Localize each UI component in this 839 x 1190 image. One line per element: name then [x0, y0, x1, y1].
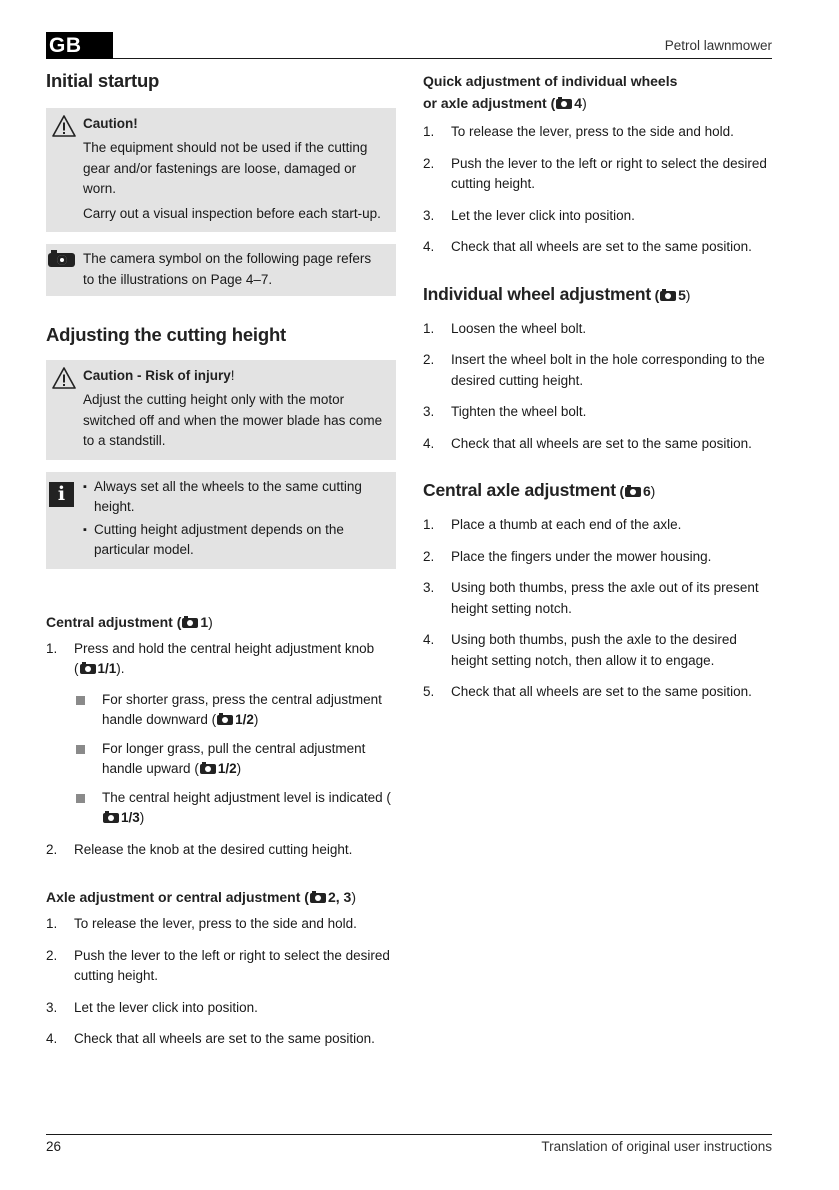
camera-icon	[103, 813, 119, 823]
central-adjustment-steps	[46, 639, 396, 861]
individual-wheel-heading: Individual wheel adjustment ( 5)	[423, 283, 691, 304]
list-item: 3. Let the lever click into position.	[423, 207, 635, 223]
camera-icon	[182, 618, 198, 628]
caution-box	[46, 108, 396, 232]
list-item: 4. Check that all wheels are set to the same position.	[423, 435, 752, 451]
caution-title: Caution!	[83, 116, 138, 131]
right-column	[423, 70, 775, 714]
list-item: 2. Push the lever to the left or right to select the desired cutting height.	[46, 947, 390, 983]
warning-triangle-icon	[51, 114, 77, 138]
individual-wheel-steps	[423, 319, 775, 455]
axle-central-steps	[46, 914, 396, 1050]
page-number: 26	[46, 1139, 62, 1154]
camera-icon	[48, 253, 75, 267]
quick-adjustment-heading: Quick adjustment of individual wheels or axle adjustment ( 4)	[423, 73, 678, 111]
list-item: 1. Press and hold the central height adjustment knob ( 1/1). For shorter grass, press the central adjustment handle downward ( 1/2) For longer grass, pull the central adjustment handle upward ( 1/2) The central height adjustment level is indicated (1/3)	[46, 639, 396, 829]
list-item: 1. Loosen the wheel bolt.	[423, 320, 587, 336]
list-item: 3. Using both thumbs, press the axle out of its present height setting notch.	[423, 580, 759, 616]
info-box	[46, 472, 396, 569]
list-item: 4. Using both thumbs, push the axle to the desired height setting notch, then allow it to engage.	[423, 632, 737, 668]
cutting-height-heading: Adjusting the cutting height	[46, 324, 287, 345]
camera-icon	[556, 99, 572, 109]
list-item: 4. Check that all wheels are set to the same position.	[46, 1031, 375, 1046]
camera-icon	[217, 715, 233, 725]
list-item: 1. To release the lever, press to the side and hold.	[423, 124, 734, 139]
list-item: 1. To release the lever, press to the side and hold.	[46, 916, 357, 931]
camera-icon	[660, 291, 676, 301]
document-title: Petrol lawnmower	[664, 38, 772, 53]
footer-text: Translation of original user instructions	[541, 1139, 772, 1154]
caution-text: The equipment should not be used if the cutting gear and/or fastenings are loose, damaged or worn.	[83, 140, 368, 196]
central-axle-heading: Central axle adjustment ( 6)	[423, 480, 656, 500]
central-adjustment-heading: Central adjustment ( 1)	[46, 613, 213, 630]
list-item: The central height adjustment level is indicated (1/3)	[74, 788, 396, 829]
list-item: 2. Push the lever to the left or right to select the desired cutting height.	[423, 155, 767, 191]
list-item: 2. Insert the wheel bolt in the hole corresponding to the desired cutting height.	[423, 352, 765, 388]
list-item: 2. Place the fingers under the mower housing.	[423, 548, 712, 564]
camera-icon	[625, 487, 641, 497]
list-item: 1. Place a thumb at each end of the axle.	[423, 517, 682, 532]
camera-note-text: The camera symbol on the following page refers to the illustrations on Page 4–7.	[83, 251, 372, 287]
language-badge: GB	[46, 32, 113, 59]
list-item: 3. Let the lever click into position.	[46, 999, 258, 1015]
caution-title: Caution - Risk of injury!	[83, 368, 235, 383]
left-column	[46, 70, 396, 1061]
page-header	[46, 32, 772, 59]
quick-adjustment-steps	[423, 122, 775, 258]
initial-startup-heading: Initial startup	[46, 70, 160, 91]
info-item: ▪ Always set all the wheels to the same cutting height.	[83, 477, 386, 518]
caution-text: Carry out a visual inspection before each start-up.	[83, 205, 381, 221]
list-item: 2. Release the knob at the desired cutting height.	[46, 841, 353, 857]
info-icon: i	[49, 482, 74, 507]
camera-icon	[310, 893, 326, 903]
list-item: For longer grass, pull the central adjustment handle upward ( 1/2)	[74, 739, 396, 780]
camera-note-box	[46, 244, 396, 296]
axle-central-adjustment-heading: Axle adjustment or central adjustment ( 2, 3)	[46, 889, 356, 905]
page-footer	[46, 1134, 772, 1154]
list-item: 3. Tighten the wheel bolt.	[423, 404, 587, 419]
central-axle-steps	[423, 515, 775, 703]
warning-triangle-icon	[51, 366, 77, 390]
info-item: ▪ Cutting height adjustment depends on the particular model.	[83, 520, 386, 561]
central-sub-bullets	[74, 690, 396, 829]
list-item: For shorter grass, press the central adjustment handle downward ( 1/2)	[74, 690, 396, 731]
list-item: 4. Check that all wheels are set to the same position.	[423, 239, 752, 254]
caution-text: Adjust the cutting height only with the motor switched off and when the mower blade has come to a standstill.	[83, 392, 383, 448]
camera-icon	[80, 664, 96, 674]
camera-icon	[200, 764, 216, 774]
list-item: 5. Check that all wheels are set to the same position.	[423, 684, 752, 699]
caution-injury-box	[46, 360, 396, 460]
